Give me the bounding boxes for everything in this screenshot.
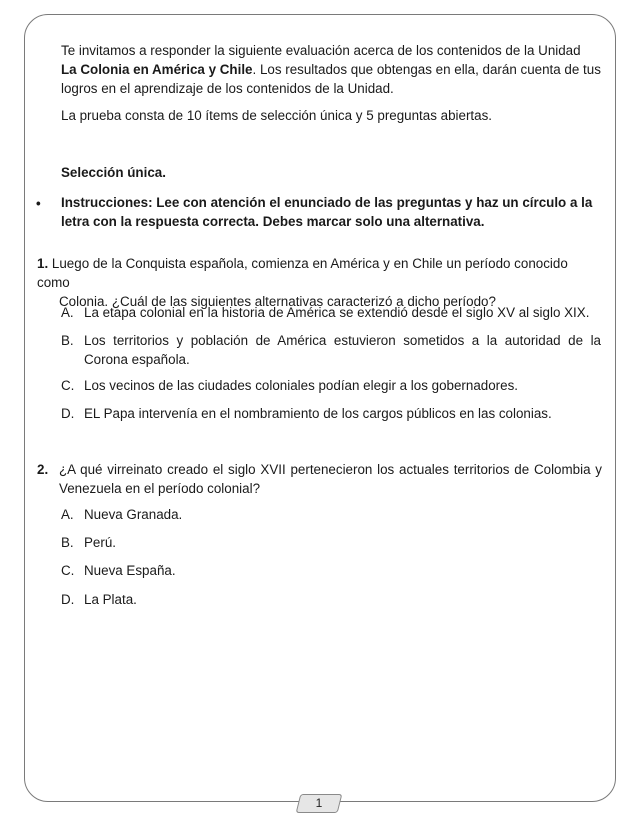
question-1-option-a[interactable] [61,303,601,322]
question-2-option-c[interactable] [61,561,601,580]
intro-paragraph [61,41,601,98]
question-text-line-2: Colonia. ¿Cuál de las siguientes alternativas caracterizó a dicho período? [59,294,496,309]
test-composition: La prueba consta de 10 ítems de selección única y 5 preguntas abiertas. [61,108,493,123]
option-text: Nueva España. [84,563,176,578]
option-letter: B. [61,333,74,348]
intro-line-3: logros en el aprendizaje de los contenidos de la Unidad. [61,81,394,96]
option-text: La Plata. [84,592,137,607]
option-letter: C. [61,378,75,393]
unit-name: La Colonia en América y Chile [61,62,253,77]
option-text: Los vecinos de las ciudades coloniales podían elegir a los gobernadores. [84,378,518,393]
option-text: EL Papa intervenía en el nombramiento de los cargos públicos en las colonias. [84,406,552,421]
question-2-option-a[interactable] [61,505,601,524]
question-2 [37,460,602,498]
question-1-option-d[interactable] [61,404,601,423]
option-letter: B. [61,535,74,550]
intro-line-1: Te invitamos a responder la siguiente evaluación acerca de los contenidos de la Unidad [61,43,581,58]
question-number: 1. [37,256,49,271]
page-number: 1 [315,796,323,810]
option-letter: A. [61,507,74,522]
instructions-text: Instrucciones: Lee con atención el enunciado de las preguntas y haz un círculo a la letra con la respuesta correcta. Debes marcar solo una alternativa. [61,195,593,229]
option-letter: A. [61,305,74,320]
question-2-option-d[interactable] [61,590,601,609]
page-number-tab [296,794,343,813]
question-1-option-c[interactable] [61,376,601,395]
option-text: Los territorios y población de América estuvieron sometidos a la autoridad de la Corona española. [84,333,601,367]
question-2-option-b[interactable] [61,533,601,552]
instructions-bullet: • [36,196,41,211]
option-letter: C. [61,563,75,578]
question-text: ¿A qué virreinato creado el siglo XVII pertenecieron los actuales territorios de Colombia y Venezuela en el período colonial? [59,462,602,496]
option-text: Perú. [84,535,117,550]
option-text: Nueva Granada. [84,507,183,522]
option-letter: D. [61,406,75,421]
question-text-line-1: Luego de la Conquista española, comienza en América y en Chile un período conocido como [37,256,568,290]
option-text: La etapa colonial en la historia de América se extendió desde el siglo XV al siglo XIX. [84,305,590,320]
question-1-option-b[interactable] [61,331,601,369]
option-letter: D. [61,592,75,607]
section-title: Selección única. [61,165,166,180]
intro-line-2: . Los resultados que obtengas en ella, darán cuenta de tus [252,62,601,77]
question-number: 2. [37,462,49,477]
